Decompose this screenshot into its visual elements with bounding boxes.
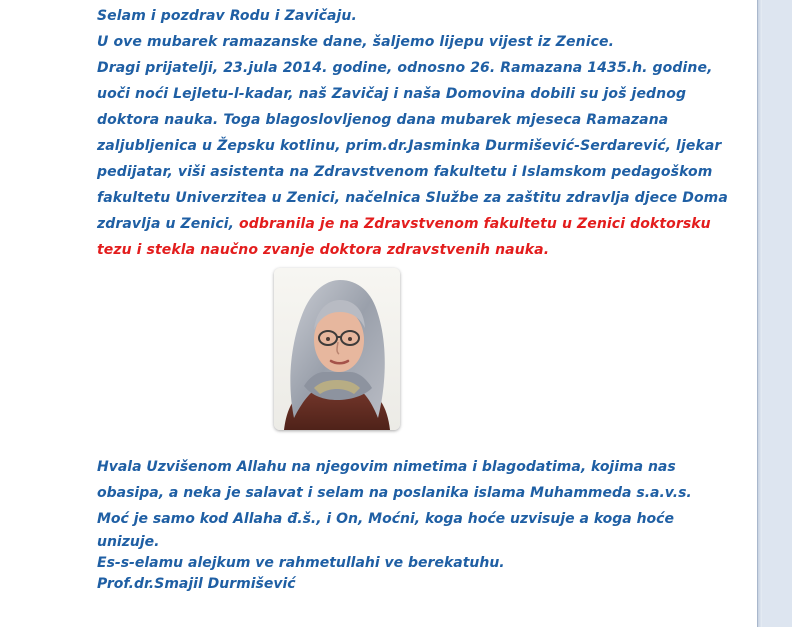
text-line: fakultetu Univerzitea u Zenici, načelnica Službe za zaštitu zdravlja djece Doma — [97, 190, 728, 206]
text-span-red: odbranila je na Zdravstvenom fakultetu u Zenici doktorsku — [239, 216, 711, 232]
text-line: obasipa, a neka je salavat i selam na poslanika islama Muhammeda s.a.v.s. — [97, 485, 692, 501]
text-line: Moć je samo kod Allaha đ.š., i On, Moćni, koga hoće uzvisuje a koga hoće — [97, 511, 674, 527]
text-span-blue: zdravlja u Zenici, — [97, 216, 240, 232]
signature-line: Prof.dr.Smajil Durmišević — [97, 576, 296, 592]
text-line: zaljubljenica u Žepsku kotlinu, prim.dr.Jasminka Durmišević-Serdarević, ljekar — [97, 138, 722, 154]
text-line: Dragi prijatelji, 23.jula 2014. godine, odnosno 26. Ramazana 1435.h. godine, — [97, 60, 713, 76]
window-right-edge — [757, 0, 792, 627]
window-right-edge-shadow — [758, 0, 762, 627]
portrait-photo — [274, 268, 400, 430]
portrait-photo-image — [274, 268, 400, 430]
text-line: doktora nauka. Toga blagoslovljenog dana mubarek mjeseca Ramazana — [97, 112, 669, 128]
text-line: Selam i pozdrav Rodu i Zavičaju. — [97, 8, 357, 24]
text-line-mixed — [97, 211, 717, 237]
document-body-bottom — [97, 454, 717, 595]
text-line: Es-s-elamu alejkum ve rahmetullahi ve berekatuhu. — [97, 555, 505, 571]
document-body-top — [97, 3, 728, 263]
text-line: unizuje. — [97, 534, 160, 550]
text-line: uoči noći Lejletu-l-kadar, naš Zavičaj i naša Domovina dobili su još jednog — [97, 86, 687, 102]
text-line-red: tezu i stekla naučno zvanje doktora zdravstvenih nauka. — [97, 242, 550, 258]
text-line: pedijatar, viši asistenta na Zdravstvenom fakultetu i Islamskom pedagoškom — [97, 164, 713, 180]
text-line: Hvala Uzvišenom Allahu na njegovim nimetima i blagodatima, kojima nas — [97, 459, 676, 475]
text-line: U ove mubarek ramazanske dane, šaljemo lijepu vijest iz Zenice. — [97, 34, 615, 50]
